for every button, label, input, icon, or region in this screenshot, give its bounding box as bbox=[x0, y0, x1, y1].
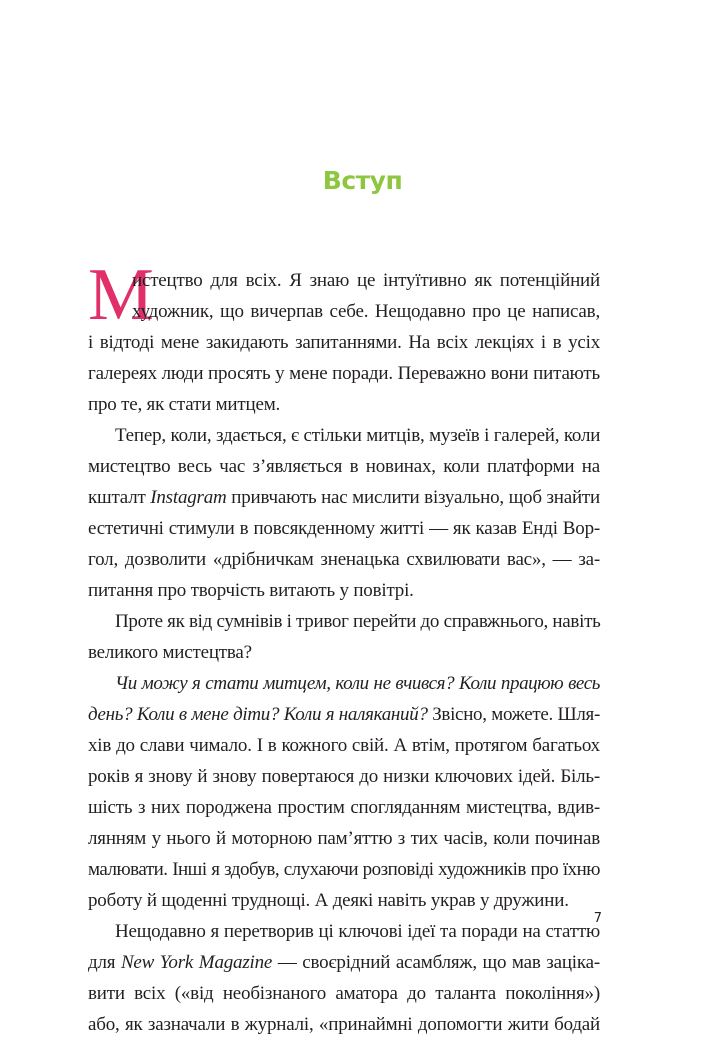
text-line: лянням у нього й моторною пам’яттю з тих часів, коли починав bbox=[88, 828, 600, 849]
text-line: мистецтво весь час з’являється в новинах, коли платформи на bbox=[88, 456, 600, 477]
text-line: естетичні стимули в повсякденному житті — як казав Енді Вор- bbox=[88, 518, 600, 539]
text-line: питання про творчість витають у повітрі. bbox=[88, 580, 414, 601]
text-line: для New York Magazine — своєрідний асамбляж, що мав зацiка- bbox=[88, 952, 600, 973]
text-line: великого мистецтва? bbox=[88, 642, 252, 663]
text-line: Нещодавно я перетворив ці ключові ідеї та поради на статтю bbox=[115, 921, 600, 942]
body-text bbox=[88, 265, 600, 1040]
text-line: про те, як стати митцем. bbox=[88, 394, 281, 415]
text-line: шість з них породжена простим спогляданням мистецтва, вдив- bbox=[88, 797, 600, 818]
text-line: день? Коли в мене діти? Коли я наляканий? Звісно, можете. Шля- bbox=[88, 704, 601, 725]
text-line: Чи можу я стати митцем, коли не вчився? Коли працюю весь bbox=[115, 673, 600, 694]
text-line: малювати. Інші я здобув, слухаючи розповіді художників про їхню bbox=[88, 859, 600, 880]
text-line: і відтоді мене закидають запитаннями. На всіх лекціях і в усіх bbox=[88, 332, 600, 353]
text-line: хів до слави чимало. І в кожного свій. А втім, протягом багатьох bbox=[88, 735, 600, 756]
page-number: 7 bbox=[593, 911, 602, 926]
text-line: вити всіх («від необізнаного аматора до таланта покоління») bbox=[88, 983, 600, 1004]
chapter-title: Вступ bbox=[322, 166, 403, 195]
text-line: истецтво для всіх. Я знаю це інтуїтивно як потенційний bbox=[132, 270, 600, 291]
text-line: Тепер, коли, здається, є стільки митців, музеїв і галерей, коли bbox=[115, 425, 601, 446]
text-line: років я знову й знову повертаюся до низки ключових ідей. Біль- bbox=[88, 766, 600, 787]
text-line: або, як зазначали в журналі, «принаймні допомогти жити бодай bbox=[88, 1014, 600, 1035]
text-line: Проте як від сумнівів і тривог перейти до справжнього, навіть bbox=[115, 611, 601, 632]
text-line: кшталт Instagram привчають нас мислити візуально, щоб знайти bbox=[88, 487, 600, 508]
text-line: гол, дозволити «дрібничкам зненацька схвилювати вас», — за- bbox=[88, 549, 600, 570]
text-line: галереях люди просять у мене поради. Переважно вони питають bbox=[88, 363, 600, 384]
text-line: художник, що вичерпав себе. Нещодавно про це написав, bbox=[132, 301, 600, 322]
drop-cap: М bbox=[88, 254, 154, 336]
text-line: роботу й щоденні труднощі. А деякі навіть украв у дружини. bbox=[88, 890, 569, 911]
